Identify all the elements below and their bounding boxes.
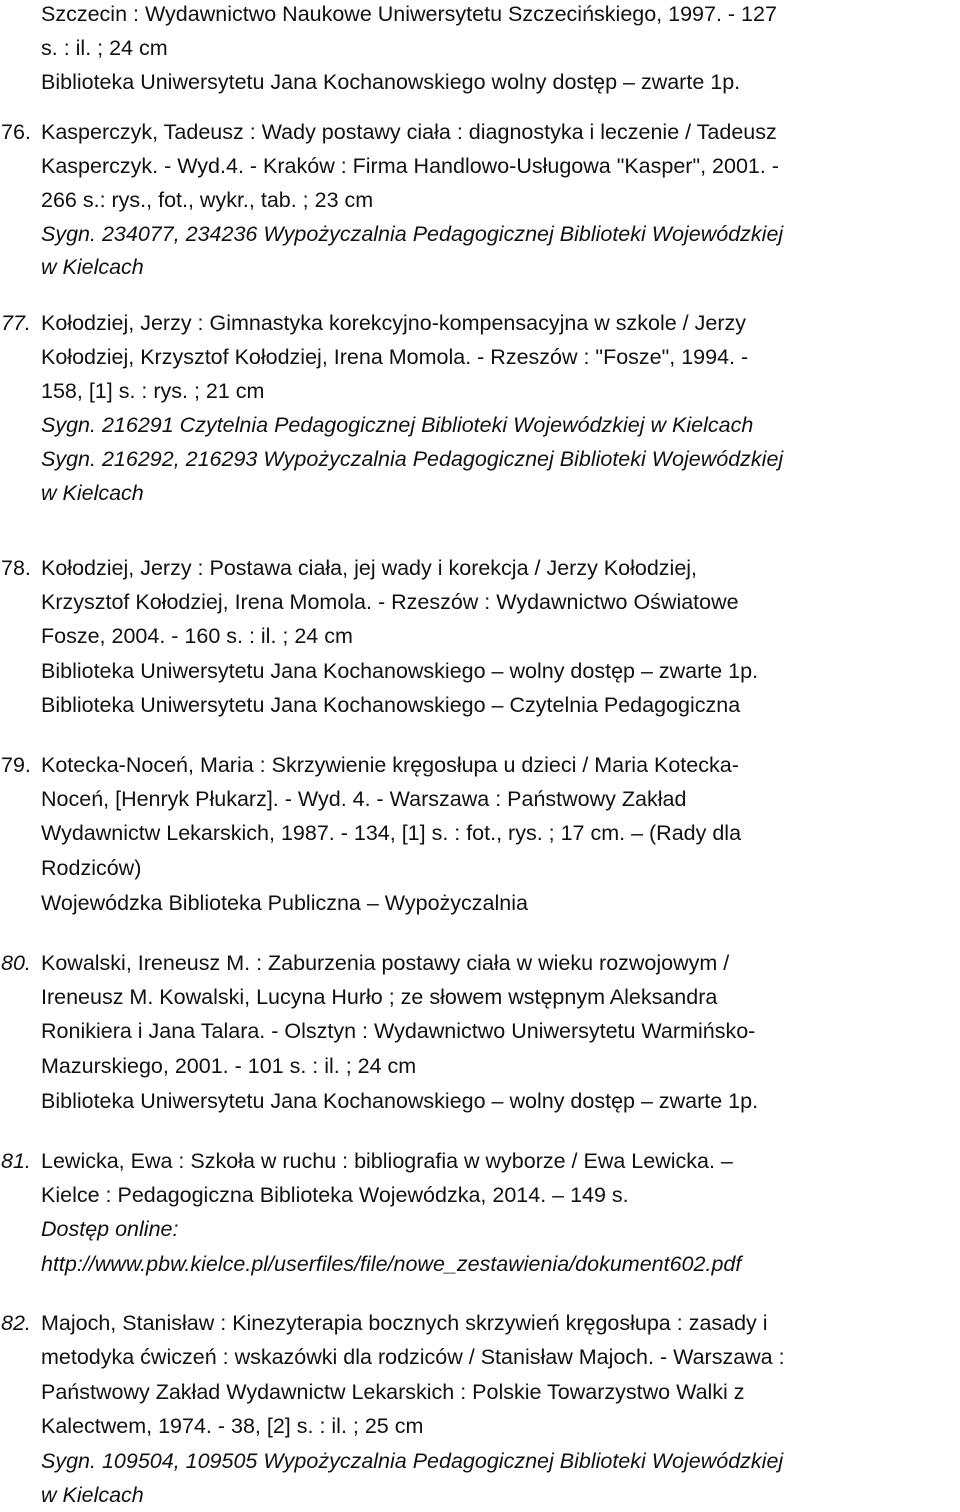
entry-82-line: Państwowy Zakład Wydawnictw Lekarskich : Polskie Towarzystwo Walki z <box>41 1380 745 1404</box>
entry-81-line: Lewicka, Ewa : Szkoła w ruchu : bibliografia w wyborze / Ewa Lewicka. – <box>41 1149 733 1173</box>
entry-78-line: Fosze, 2004. - 160 s. : il. ; 24 cm <box>41 624 353 648</box>
entry-75-location: Biblioteka Uniwersytetu Jana Kochanowskiego wolny dostęp – zwarte 1p. <box>41 70 741 94</box>
entry-82-line: Kalectwem, 1974. - 38, [2] s. : il. ; 25 cm <box>41 1414 424 1438</box>
entry-78-line: Kołodziej, Jerzy : Postawa ciała, jej wady i korekcja / Jerzy Kołodziej, <box>41 556 698 580</box>
entry-82-holding: w Kielcach <box>41 1483 144 1507</box>
entry-81-line: Kielce : Pedagogiczna Biblioteka Wojewódzka, 2014. – 149 s. <box>41 1183 629 1207</box>
entry-number: 76. <box>1 120 31 144</box>
entry-number: 77. <box>1 311 31 335</box>
entry-80-line: Mazurskiego, 2001. - 101 s. : il. ; 24 cm <box>41 1054 417 1078</box>
entry-number: 79. <box>1 753 31 777</box>
entry-77-holding: Sygn. 216291 Czytelnia Pedagogicznej Biblioteki Wojewódzkiej w Kielcach <box>41 413 754 437</box>
entry-number: 81. <box>1 1149 31 1173</box>
entry-79-line: Wydawnictw Lekarskich, 1987. - 134, [1] s. : fot., rys. ; 17 cm. – (Rady dla <box>41 821 742 845</box>
entry-77-holding: w Kielcach <box>41 481 144 505</box>
entry-79-holding: Wojewódzka Biblioteka Publiczna – Wypożyczalnia <box>41 891 528 915</box>
entry-78-holding: Biblioteka Uniwersytetu Jana Kochanowskiego – wolny dostęp – zwarte 1p. <box>41 659 759 683</box>
entry-79-line: Kotecka-Noceń, Maria : Skrzywienie kręgosłupa u dzieci / Maria Kotecka- <box>41 753 739 777</box>
entry-79-line: Rodziców) <box>41 856 142 880</box>
entry-82-line: Majoch, Stanisław : Kinezyterapia bocznych skrzywień kręgosłupa : zasady i <box>41 1311 768 1335</box>
entry-number: 82. <box>1 1311 31 1335</box>
entry-77-line: Kołodziej, Jerzy : Gimnastyka korekcyjno-kompensacyjna w szkole / Jerzy <box>41 311 746 335</box>
entry-number: 78. <box>1 556 31 580</box>
entry-75-continuation-line: Szczecin : Wydawnictwo Naukowe Uniwersytetu Szczecińskiego, 1997. - 127 <box>41 2 777 26</box>
entry-76-holding: w Kielcach <box>41 255 144 279</box>
entry-78-line: Krzysztof Kołodziej, Irena Momola. - Rzeszów : Wydawnictwo Oświatowe <box>41 590 739 614</box>
entry-80-line: Ronikiera i Jana Talara. - Olsztyn : Wydawnictwo Uniwersytetu Warmińsko- <box>41 1019 756 1043</box>
entry-78-holding: Biblioteka Uniwersytetu Jana Kochanowskiego – Czytelnia Pedagogiczna <box>41 693 741 717</box>
entry-77-holding: Sygn. 216292, 216293 Wypożyczalnia Pedagogicznej Biblioteki Wojewódzkiej <box>41 447 784 471</box>
entry-79-line: Noceń, [Henryk Płukarz]. - Wyd. 4. - Warszawa : Państwowy Zakład <box>41 787 687 811</box>
entry-80-holding: Biblioteka Uniwersytetu Jana Kochanowskiego – wolny dostęp – zwarte 1p. <box>41 1089 759 1113</box>
entry-77-line: Kołodziej, Krzysztof Kołodziej, Irena Momola. - Rzeszów : "Fosze", 1994. - <box>41 345 749 369</box>
entry-81-online-link[interactable]: http://www.pbw.kielce.pl/userfiles/file/nowe_zestawienia/dokument602.pdf <box>41 1252 742 1276</box>
entry-81-online-label: Dostęp online: <box>41 1217 179 1241</box>
entry-82-line: metodyka ćwiczeń : wskazówki dla rodziców / Stanisław Majoch. - Warszawa : <box>41 1345 785 1369</box>
entry-80-line: Ireneusz M. Kowalski, Lucyna Hurło ; ze słowem wstępnym Aleksandra <box>41 985 718 1009</box>
entry-77-line: 158, [1] s. : rys. ; 21 cm <box>41 379 265 403</box>
entry-number: 80. <box>1 951 31 975</box>
entry-76-line: Kasperczyk, Tadeusz : Wady postawy ciała : diagnostyka i leczenie / Tadeusz <box>41 120 777 144</box>
entry-80-line: Kowalski, Ireneusz M. : Zaburzenia postawy ciała w wieku rozwojowym / <box>41 951 730 975</box>
entry-75-continuation-line: s. : il. ; 24 cm <box>41 36 168 60</box>
entry-76-line: Kasperczyk. - Wyd.4. - Kraków : Firma Handlowo-Usługowa "Kasper", 2001. - <box>41 154 779 178</box>
entry-76-line: 266 s.: rys., fot., wykr., tab. ; 23 cm <box>41 188 374 212</box>
entry-82-holding: Sygn. 109504, 109505 Wypożyczalnia Pedagogicznej Biblioteki Wojewódzkiej <box>41 1449 784 1473</box>
entry-76-holding: Sygn. 234077, 234236 Wypożyczalnia Pedagogicznej Biblioteki Wojewódzkiej <box>41 222 784 246</box>
